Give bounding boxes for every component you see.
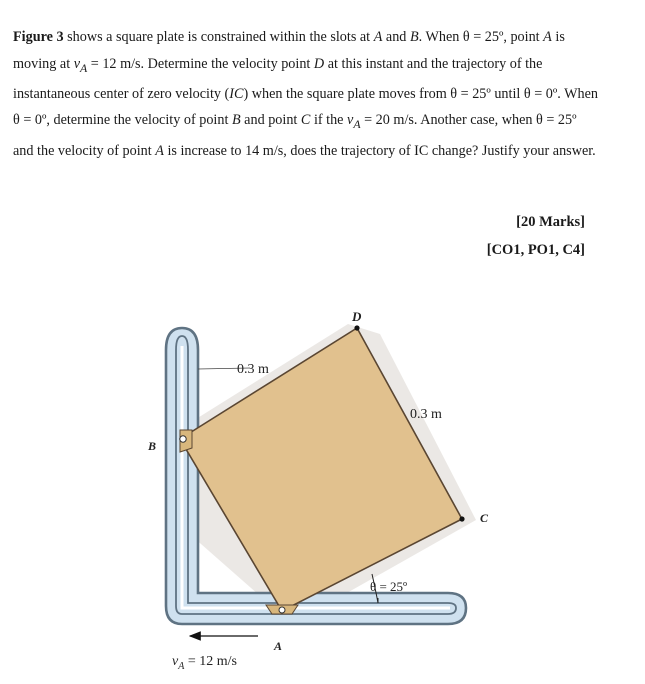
point-a: A (373, 29, 383, 45)
text: and (382, 29, 410, 45)
text: is increase to 14 m/s, does the trajectory of IC change? Justify your answer. (163, 142, 596, 159)
point-d-dot (354, 325, 359, 330)
point-b: B (409, 29, 419, 45)
pin-a (266, 605, 298, 614)
dimension-top: 0.3 m (237, 362, 269, 377)
text: if the (310, 112, 348, 129)
label-b: B (148, 439, 157, 453)
velocity-subscript: A (80, 60, 88, 75)
velocity-symbol: v (73, 55, 80, 72)
ic-abbrev: IC (229, 85, 244, 102)
text: ) when the square plate moves from θ = 25º until θ = 0º. When θ = 0º, determine the velocity of point (13, 85, 598, 129)
text: . When θ = 25º, point (418, 29, 544, 45)
point-b: B (231, 112, 241, 129)
angle-label: θ = 25º (370, 579, 408, 594)
text: = 20 m/s. Another case, when θ = 25º and the velocity of point (13, 112, 577, 159)
text: at this instant and the trajectory of the instantaneous center of zero velocity ( (13, 55, 543, 102)
square-plate (180, 328, 462, 611)
velocity-value: = 12 m/s (184, 654, 237, 669)
figure-reference: Figure 3 (13, 29, 64, 45)
text: is moving at (13, 29, 565, 72)
point-d: D (313, 55, 325, 72)
velocity-label (172, 654, 237, 672)
point-a: A (543, 29, 552, 45)
text: and point (240, 112, 301, 129)
marks-label: [20 Marks] (516, 214, 585, 230)
course-outcome-label: [CO1, PO1, C4] (486, 242, 585, 258)
velocity-symbol: v (347, 112, 354, 129)
point-a: A (155, 142, 164, 159)
velocity-subscript: A (353, 117, 361, 132)
label-a: A (274, 639, 283, 653)
dimension-right: 0.3 m (410, 407, 442, 422)
velocity-subscript: A (178, 661, 185, 672)
text: shows a square plate is constrained within the slots at (63, 29, 374, 45)
label-d: D (352, 309, 362, 324)
pin-b (180, 430, 192, 452)
velocity-symbol: v (172, 654, 179, 669)
point-c-dot (459, 516, 464, 521)
label-c: C (480, 511, 489, 525)
point-c: C (300, 112, 311, 129)
text: = 12 m/s. Determine the velocity point (87, 55, 314, 72)
